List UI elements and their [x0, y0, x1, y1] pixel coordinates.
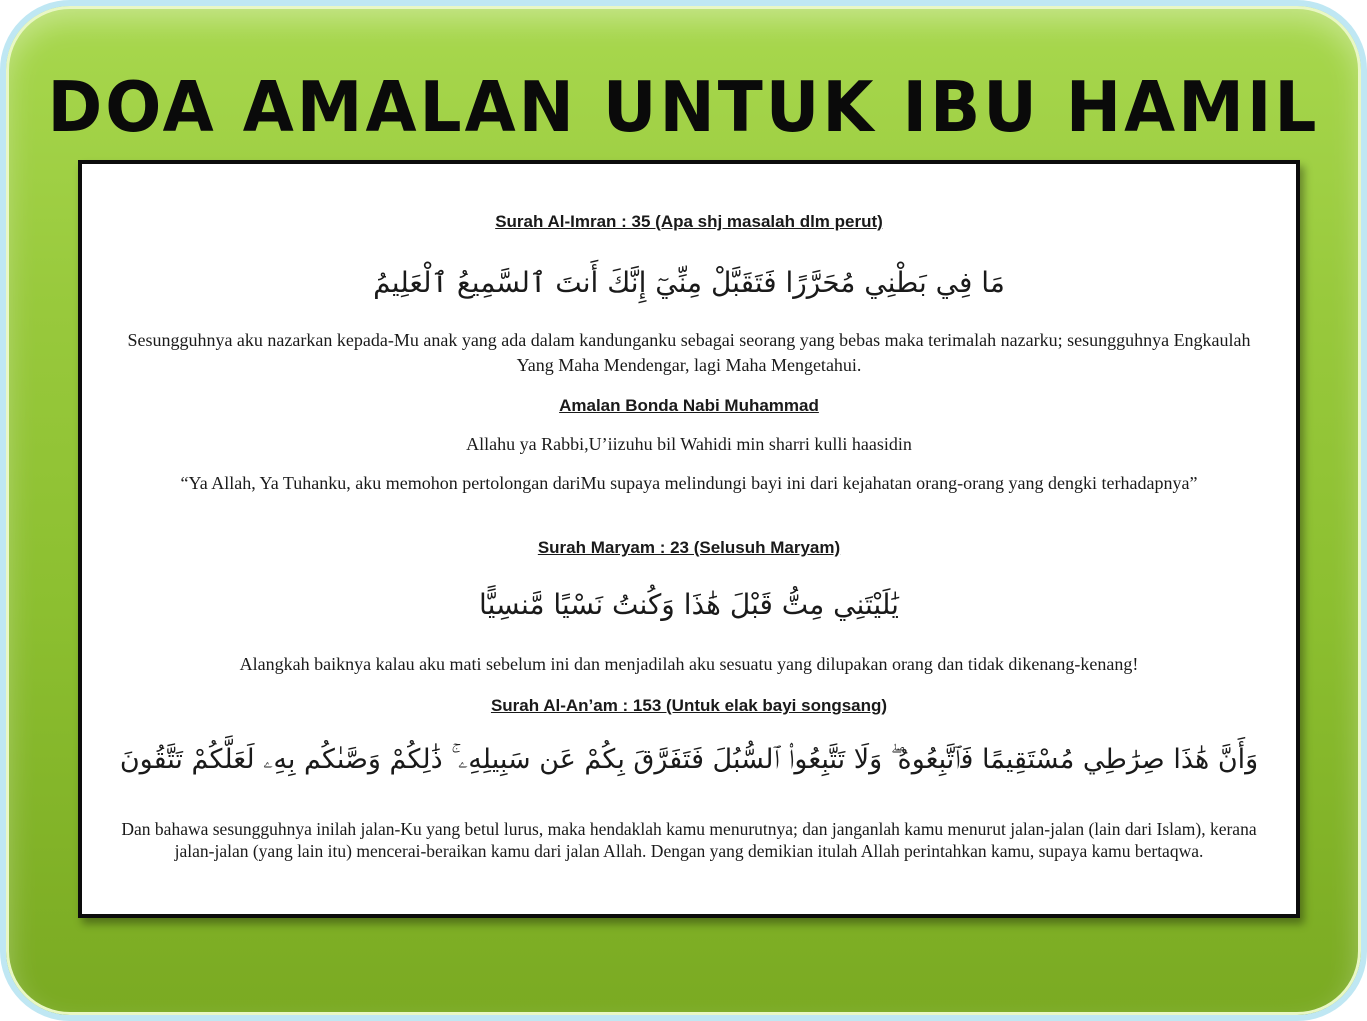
translation-maryam: Alangkah baiknya kalau aku mati sebelum ini dan menjadilah aku sesuatu yang dilupakan orang dan tidak dikenang-kenang! [239, 654, 1139, 674]
page-title: DOA AMALAN UNTUK IBU HAMIL [47, 67, 1320, 148]
section-heading-al-anam: Surah Al-An’am : 153 (Untuk elak bayi songsang) [490, 696, 888, 715]
section-heading-bonda-nabi: Amalan Bonda Nabi Muhammad [559, 396, 819, 415]
translation-al-imran: Sesungguhnya aku nazarkan kepada-Mu anak yang ada dalam kandunganku sebagai seorang yang bebas maka terimalah nazarku; sesungguhnya Engkaulah Yang Maha Mendengar, lagi Maha Mengetahui. [127, 330, 1251, 375]
section-heading-al-imran: Surah Al-Imran : 35 (Apa shj masalah dlm perut) [495, 212, 883, 231]
arabic-verse-maryam: يَٰلَيْتَنِي مِتُّ قَبْلَ هَٰذَا وَكُنتُ نَسْيًا مَّنسِيًّا [479, 588, 899, 621]
translation-al-anam: Dan bahawa sesungguhnya inilah jalan-Ku yang betul lurus, maka hendaklah kamu menurutnya; dan janganlah kamu menurut jalan-jalan (lain dari Islam), kerana jalan-jalan (yang lain itu) mencerai-beraikan kamu dari jalan Allah. Dengan yang demikian itulah Allah perintahkan kamu, supaya kamu bertaqwa. [121, 819, 1257, 861]
arabic-verse-al-anam: وَأَنَّ هَٰذَا صِرَٰطِي مُسْتَقِيمًا فَٱتَّبِعُوهُ ۖ وَلَا تَتَّبِعُوا۟ ٱلسُّبُلَ فَتَفَرَّقَ بِكُمْ عَن سَبِيلِهِۦ ۚ ذَٰلِكُمْ وَصَّىٰكُم بِهِۦ لَعَلَّكُمْ تَتَّقُونَ [119, 744, 1259, 775]
content-card [78, 160, 1300, 918]
transliteration-bonda-nabi: Allahu ya Rabbi,U’iizuhu bil Wahidi min sharri kulli haasidin [466, 434, 912, 454]
translation-bonda-nabi: “Ya Allah, Ya Tuhanku, aku memohon pertolongan dariMu supaya melindungi bayi ini dari kejahatan orang-orang yang dengki terhadapnya” [180, 473, 1198, 493]
section-heading-maryam: Surah Maryam : 23 (Selusuh Maryam) [537, 538, 841, 557]
arabic-verse-al-imran: مَا فِي بَطْنِي مُحَرَّرًا فَتَقَبَّلْ مِنِّيٓ إِنَّكَ أَنتَ ٱلسَّمِيعُ ٱلْعَلِيمُ [373, 266, 1005, 299]
